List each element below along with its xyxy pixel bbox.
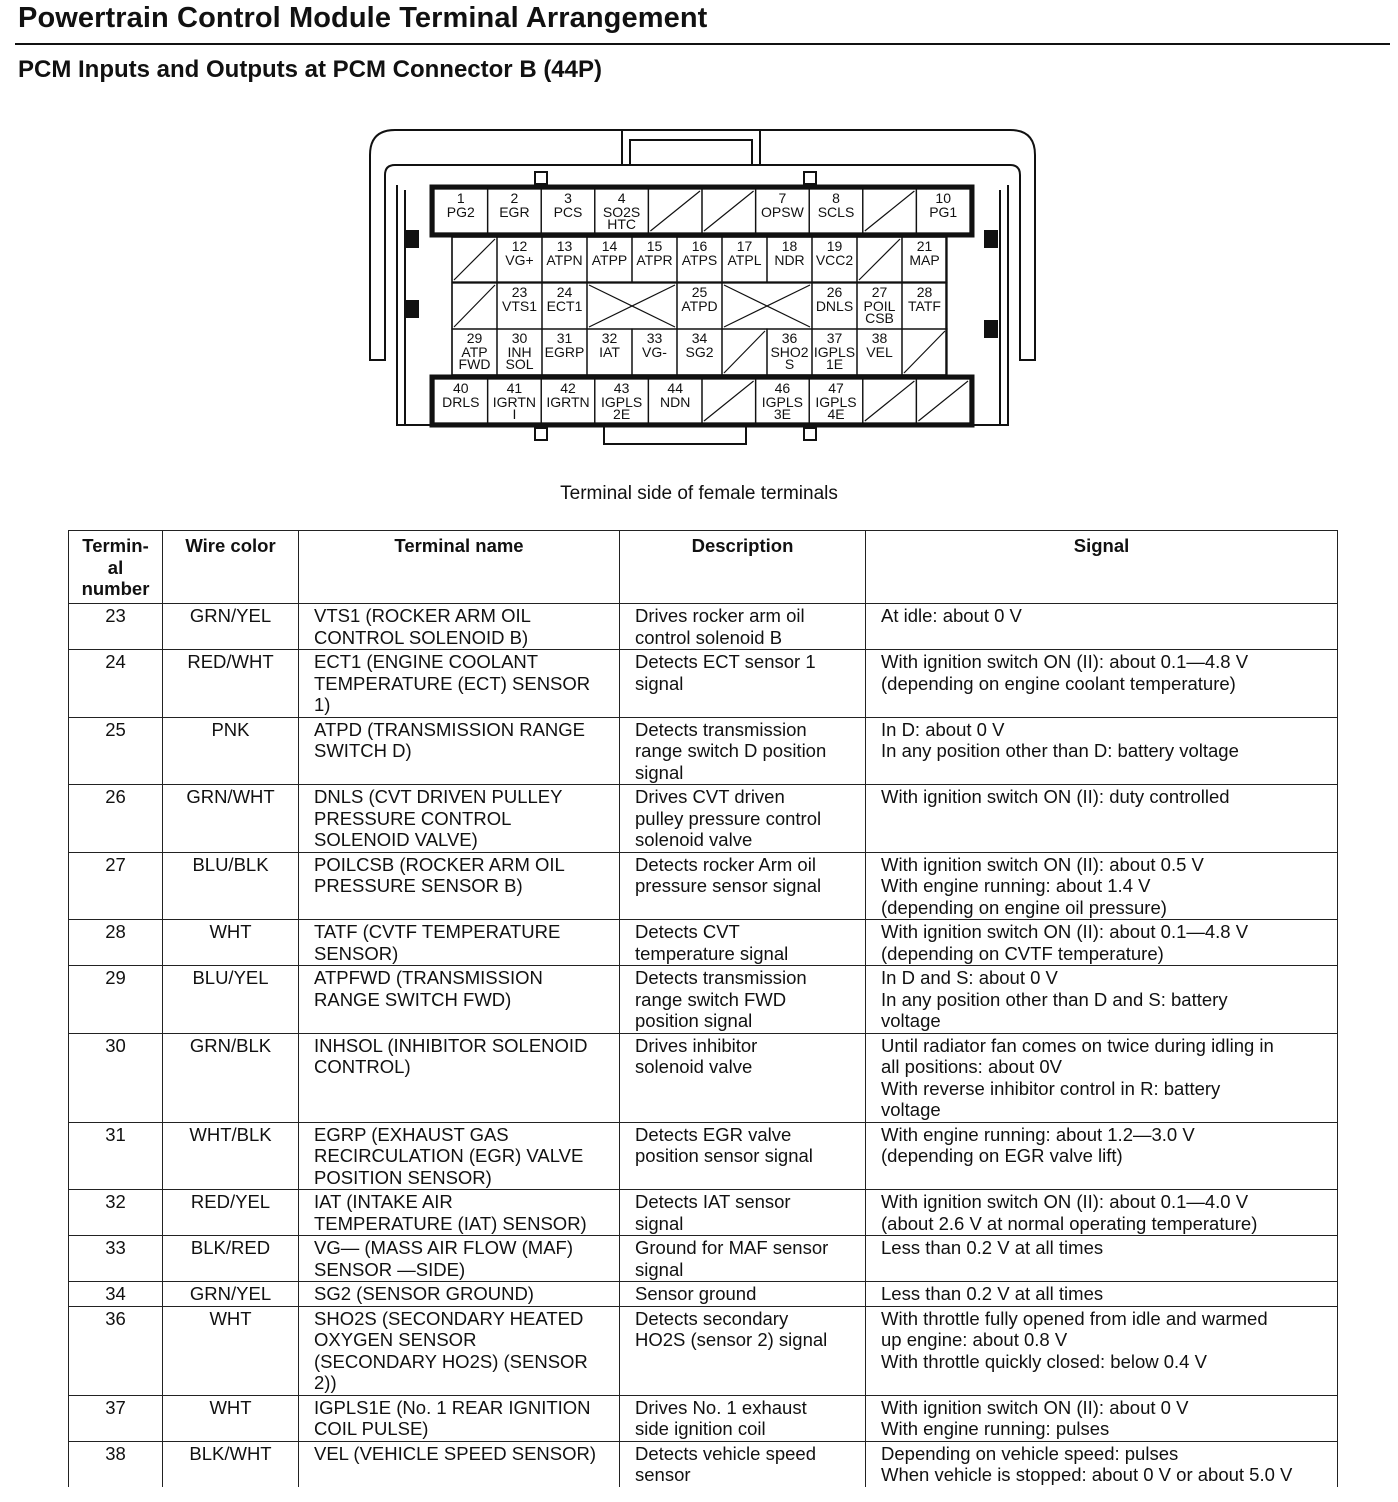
- connector-cell: [497, 283, 542, 329]
- connector-cell: [809, 189, 863, 233]
- terminal-signal-label: IGRTN: [492, 394, 537, 410]
- terminal-number-label: 25: [691, 284, 708, 300]
- signal-cell: With ignition switch ON (II): about 0.5 V With engine running: about 1.4 V (depending on engine oil pressure): [866, 852, 1338, 920]
- empty-cavity-slash: [704, 381, 754, 421]
- signal-cell: With throttle fully opened from idle and warmed up engine: about 0.8 V With throttle quickly closed: below 0.4 V: [866, 1306, 1338, 1395]
- connector-cell: [648, 379, 702, 423]
- terminal-signal-label: SG2: [685, 344, 714, 360]
- header-signal: Signal: [866, 531, 1338, 604]
- empty-cavity-slash: [454, 285, 495, 327]
- terminal-name-cell: VTS1 (ROCKER ARM OIL CONTROL SOLENOID B): [299, 604, 620, 650]
- terminal-number-label: 46: [774, 380, 791, 396]
- terminal-signal-label: CSB: [865, 310, 894, 326]
- terminal-number-label: 24: [556, 284, 573, 300]
- description-cell: Drives inhibitor solenoid valve: [620, 1033, 866, 1122]
- wire-color-cell: WHT: [163, 920, 299, 966]
- connector-cell: [542, 329, 587, 375]
- header-description: Description: [620, 531, 866, 604]
- terminal-signal-label: IGPLS: [761, 394, 804, 410]
- connector-cell: [857, 329, 902, 375]
- wire-color-cell: BLU/BLK: [163, 852, 299, 920]
- terminal-number-label: 8: [832, 190, 840, 206]
- signal-cell: Less than 0.2 V at all times: [866, 1282, 1338, 1307]
- terminal-signal-label: VG-: [642, 344, 667, 360]
- connector-cell: [677, 283, 722, 329]
- connector-cell: [434, 189, 488, 233]
- description-cell: Detects IAT sensor signal: [620, 1190, 866, 1236]
- terminal-number-cell: 23: [69, 604, 163, 650]
- connector-diagram: [0, 0, 1398, 470]
- terminal-signal-label: ATPR: [636, 252, 673, 268]
- terminal-number-cell: 36: [69, 1306, 163, 1395]
- terminal-signal-label: SO2S: [602, 204, 641, 220]
- connector-cell: [863, 379, 917, 423]
- terminal-signal-label: ECT1: [546, 298, 583, 314]
- description-cell: Detects transmission range switch FWD position signal: [620, 966, 866, 1034]
- connector-cell: [452, 329, 497, 375]
- terminal-number-label: 38: [871, 330, 888, 346]
- terminal-number-cell: 25: [69, 717, 163, 785]
- terminal-number-cell: 30: [69, 1033, 163, 1122]
- terminal-signal-label: I: [512, 406, 517, 422]
- table-row: [69, 1282, 1338, 1307]
- terminal-name-cell: IGPLS1E (No. 1 REAR IGNITION COIL PULSE): [299, 1395, 620, 1441]
- connector-cell: [812, 329, 857, 375]
- table-row: [69, 650, 1338, 718]
- wire-color-cell: GRN/WHT: [163, 785, 299, 853]
- empty-cavity-slash: [704, 191, 754, 231]
- terminal-number-label: 21: [916, 238, 933, 254]
- empty-cavity-slash: [454, 239, 495, 280]
- terminal-signal-label: VEL: [866, 344, 893, 360]
- signal-cell: Until radiator fan comes on twice during idling in all positions: about 0V With reverse inhibitor control in R: battery voltage: [866, 1033, 1338, 1122]
- signal-cell: With engine running: about 1.2—3.0 V (depending on EGR valve lift): [866, 1122, 1338, 1190]
- connector-cell: [632, 329, 677, 375]
- page-title: Powertrain Control Module Terminal Arrangement: [18, 2, 708, 34]
- terminal-number-label: 15: [646, 238, 663, 254]
- terminal-number-label: 30: [511, 330, 528, 346]
- terminal-signal-label: PG1: [929, 204, 958, 220]
- connector-cell: [452, 283, 497, 329]
- terminal-number-label: 19: [826, 238, 843, 254]
- connector-cell: [497, 237, 542, 282]
- signal-cell: With ignition switch ON (II): about 0 V With engine running: pulses: [866, 1395, 1338, 1441]
- terminal-number-label: 10: [935, 190, 951, 206]
- signal-cell: In D and S: about 0 V In any position other than D and S: battery voltage: [866, 966, 1338, 1034]
- terminal-number-cell: 38: [69, 1441, 163, 1487]
- connector-cell: [812, 237, 857, 282]
- terminal-number-label: 40: [453, 380, 469, 396]
- terminal-signal-label: IGPLS: [813, 344, 856, 360]
- terminal-signal-label: SOL: [505, 356, 534, 372]
- terminal-signal-label: 3E: [773, 406, 791, 422]
- connector-cell: [632, 237, 677, 282]
- table-row: [69, 920, 1338, 966]
- connector-cell: [587, 329, 632, 375]
- terminal-number-label: 37: [826, 330, 843, 346]
- table-row: [69, 1306, 1338, 1395]
- plugged-cavity: [722, 283, 812, 329]
- connector-cell: [541, 379, 595, 423]
- signal-cell: With ignition switch ON (II): about 0.1—4.8 V (depending on CVTF temperature): [866, 920, 1338, 966]
- terminal-number-label: 17: [736, 238, 753, 254]
- terminal-name-cell: INHSOL (INHIBITOR SOLENOID CONTROL): [299, 1033, 620, 1122]
- wire-color-cell: WHT/BLK: [163, 1122, 299, 1190]
- terminal-signal-label: POIL: [863, 298, 896, 314]
- terminal-signal-label: NDN: [660, 394, 691, 410]
- terminal-number-label: 26: [826, 284, 843, 300]
- terminal-number-cell: 26: [69, 785, 163, 853]
- wire-color-cell: RED/WHT: [163, 650, 299, 718]
- connector-cell: [542, 283, 587, 329]
- terminal-signal-label: VCC2: [815, 252, 854, 268]
- empty-cavity-slash: [918, 381, 968, 421]
- terminal-signal-label: 1E: [825, 356, 844, 372]
- connector-cell: [857, 283, 902, 329]
- table-row: [69, 604, 1338, 650]
- signal-cell: With ignition switch ON (II): about 0.1—4.0 V (about 2.6 V at normal operating temperature): [866, 1190, 1338, 1236]
- connector-cell: [902, 283, 947, 329]
- wire-color-cell: PNK: [163, 717, 299, 785]
- terminal-number-label: 44: [667, 380, 683, 396]
- description-cell: Detects CVT temperature signal: [620, 920, 866, 966]
- wire-color-cell: GRN/YEL: [163, 604, 299, 650]
- description-cell: Sensor ground: [620, 1282, 866, 1307]
- terminal-signal-label: ATPN: [546, 252, 583, 268]
- connector-cell: [677, 329, 722, 375]
- terminal-number-label: 42: [560, 380, 576, 396]
- signal-cell: With ignition switch ON (II): duty controlled: [866, 785, 1338, 853]
- terminal-name-cell: ATPFWD (TRANSMISSION RANGE SWITCH FWD): [299, 966, 620, 1034]
- connector-cell: [497, 329, 542, 375]
- terminal-signal-label: NDR: [774, 252, 805, 268]
- page-subtitle: PCM Inputs and Outputs at PCM Connector B (44P): [18, 56, 603, 83]
- terminal-signal-label: MAP: [909, 252, 940, 268]
- terminal-signal-label: SCLS: [817, 204, 855, 220]
- header-terminal-name: Terminal name: [299, 531, 620, 604]
- description-cell: Detects transmission range switch D position signal: [620, 717, 866, 785]
- connector-cell: [488, 189, 542, 233]
- terminal-number-label: 23: [511, 284, 528, 300]
- connector-cell: [702, 379, 756, 423]
- connector-cell: [542, 237, 587, 282]
- terminal-name-cell: EGRP (EXHAUST GAS RECIRCULATION (EGR) VALVE POSITION SENSOR): [299, 1122, 620, 1190]
- table-row: [69, 852, 1338, 920]
- terminal-number-label: 41: [506, 380, 523, 396]
- terminal-signal-label: EGRP: [544, 344, 585, 360]
- empty-cavity-slash: [904, 331, 945, 373]
- connector-cell: [702, 189, 756, 233]
- terminal-signal-label: VG+: [505, 252, 534, 268]
- terminal-signal-label: TATF: [908, 298, 941, 314]
- terminal-number-cell: 33: [69, 1236, 163, 1282]
- connector-cell: [434, 379, 488, 423]
- terminal-signal-label: ATPP: [591, 252, 628, 268]
- terminal-name-cell: ECT1 (ENGINE COOLANT TEMPERATURE (ECT) SENSOR 1): [299, 650, 620, 718]
- signal-cell: Less than 0.2 V at all times: [866, 1236, 1338, 1282]
- table-row: [69, 1190, 1338, 1236]
- terminal-number-label: 4: [617, 190, 626, 206]
- terminal-number-label: 13: [556, 238, 573, 254]
- wire-color-cell: RED/YEL: [163, 1190, 299, 1236]
- terminal-signal-label: IGPLS: [815, 394, 857, 410]
- connector-cell: [767, 237, 812, 282]
- description-cell: Detects rocker Arm oil pressure sensor signal: [620, 852, 866, 920]
- wire-color-cell: BLK/RED: [163, 1236, 299, 1282]
- connector-cell: [756, 379, 810, 423]
- connector-cell: [722, 237, 767, 282]
- wire-color-cell: WHT: [163, 1306, 299, 1395]
- connector-cell: [677, 237, 722, 282]
- description-cell: Drives CVT driven pulley pressure control solenoid valve: [620, 785, 866, 853]
- terminal-number-label: 14: [601, 238, 618, 254]
- connector-cell: [722, 329, 767, 375]
- empty-cavity-slash: [865, 191, 915, 231]
- description-cell: Drives No. 1 exhaust side ignition coil: [620, 1395, 866, 1441]
- terminal-number-label: 18: [781, 238, 798, 254]
- description-cell: Detects vehicle speed sensor: [620, 1441, 866, 1487]
- description-cell: Detects ECT sensor 1 signal: [620, 650, 866, 718]
- terminal-number-cell: 28: [69, 920, 163, 966]
- terminal-number-label: 28: [916, 284, 933, 300]
- terminal-signal-label: HTC: [607, 216, 636, 232]
- terminal-signal-label: ATPL: [727, 252, 762, 268]
- terminal-name-cell: VG— (MASS AIR FLOW (MAF) SENSOR —SIDE): [299, 1236, 620, 1282]
- terminal-signal-label: 2E: [613, 406, 631, 422]
- connector-cell: [863, 189, 917, 233]
- plugged-cavity: [587, 283, 677, 329]
- connector-cell: [488, 379, 542, 423]
- terminal-number-cell: 34: [69, 1282, 163, 1307]
- terminal-number-label: 34: [691, 330, 708, 346]
- terminal-number-label: 31: [556, 330, 573, 346]
- terminal-signal-label: ATPS: [681, 252, 718, 268]
- terminal-signal-label: ATP: [461, 344, 488, 360]
- terminal-name-cell: DNLS (CVT DRIVEN PULLEY PRESSURE CONTROL SOLENOID VALVE): [299, 785, 620, 853]
- terminal-number-label: 33: [646, 330, 663, 346]
- header-wire-color: Wire color: [163, 531, 299, 604]
- connector-cell: [812, 283, 857, 329]
- table-row: [69, 1236, 1338, 1282]
- table-row: [69, 717, 1338, 785]
- terminal-number-label: 47: [828, 380, 844, 396]
- connector-cell: [648, 189, 702, 233]
- connector-cell: [902, 329, 947, 375]
- terminal-number-label: 7: [778, 190, 787, 206]
- description-cell: Detects secondary HO2S (sensor 2) signal: [620, 1306, 866, 1395]
- wire-color-cell: GRN/BLK: [163, 1033, 299, 1122]
- terminal-signal-label: EGR: [499, 204, 530, 220]
- description-cell: Drives rocker arm oil control solenoid B: [620, 604, 866, 650]
- terminal-name-cell: VEL (VEHICLE SPEED SENSOR): [299, 1441, 620, 1487]
- terminal-number-label: 2: [510, 190, 519, 206]
- terminal-number-label: 29: [466, 330, 483, 346]
- terminal-number-cell: 29: [69, 966, 163, 1034]
- terminal-signal-label: FWD: [458, 356, 491, 372]
- signal-cell: Depending on vehicle speed: pulses When vehicle is stopped: about 0 V or about 5.0 V: [866, 1441, 1338, 1487]
- terminal-signal-label: IAT: [599, 344, 620, 360]
- terminal-name-cell: ATPD (TRANSMISSION RANGE SWITCH D): [299, 717, 620, 785]
- connector-cell: [916, 189, 970, 233]
- table-row: [69, 966, 1338, 1034]
- terminal-signal-label: 4E: [827, 406, 845, 422]
- terminal-name-cell: IAT (INTAKE AIR TEMPERATURE (IAT) SENSOR): [299, 1190, 620, 1236]
- terminal-number-cell: 37: [69, 1395, 163, 1441]
- connector-cell: [587, 237, 632, 282]
- terminal-number-label: 16: [691, 238, 708, 254]
- diagram-caption: Terminal side of female terminals: [560, 483, 838, 504]
- terminal-signal-label: SHO2: [770, 344, 809, 360]
- header-terminal-number: Termin- al number: [69, 531, 163, 604]
- description-cell: Ground for MAF sensor signal: [620, 1236, 866, 1282]
- terminal-name-cell: POILCSB (ROCKER ARM OIL PRESSURE SENSOR B): [299, 852, 620, 920]
- connector-cell: [916, 379, 970, 423]
- terminal-name-cell: SHO2S (SECONDARY HEATED OXYGEN SENSOR (SECONDARY HO2S) (SENSOR 2)): [299, 1306, 620, 1395]
- empty-cavity-slash: [724, 331, 765, 373]
- empty-cavity-slash: [859, 239, 900, 280]
- table-row: [69, 1122, 1338, 1190]
- wire-color-cell: WHT: [163, 1395, 299, 1441]
- wire-color-cell: BLK/WHT: [163, 1441, 299, 1487]
- table-header-row: [69, 531, 1338, 604]
- terminal-signal-label: ATPD: [681, 298, 718, 314]
- terminal-signal-label: DNLS: [815, 298, 854, 314]
- terminal-number-label: 12: [511, 238, 528, 254]
- terminal-number-label: 43: [613, 380, 630, 396]
- connector-cell: [902, 237, 947, 282]
- terminal-signal-label: IGRTN: [546, 394, 590, 410]
- connector-cell: [452, 237, 497, 282]
- table-row: [69, 1441, 1338, 1487]
- connector-cell: [541, 189, 595, 233]
- terminal-name-cell: TATF (CVTF TEMPERATURE SENSOR): [299, 920, 620, 966]
- wire-color-cell: GRN/YEL: [163, 1282, 299, 1307]
- wire-color-cell: BLU/YEL: [163, 966, 299, 1034]
- signal-cell: At idle: about 0 V: [866, 604, 1338, 650]
- terminal-signal-label: VTS1: [501, 298, 538, 314]
- terminal-number-cell: 27: [69, 852, 163, 920]
- terminal-number-label: 27: [871, 284, 888, 300]
- table-row: [69, 1033, 1338, 1122]
- terminal-signal-label: PCS: [553, 204, 583, 220]
- terminal-signal-label: S: [784, 356, 795, 372]
- connector-cell: [767, 329, 812, 375]
- connector-cell: [857, 237, 902, 282]
- empty-cavity-slash: [650, 191, 700, 231]
- connector-cell: [756, 189, 810, 233]
- terminal-number-cell: 24: [69, 650, 163, 718]
- terminal-number-label: 36: [781, 330, 798, 346]
- terminal-number-cell: 32: [69, 1190, 163, 1236]
- terminal-name-cell: SG2 (SENSOR GROUND): [299, 1282, 620, 1307]
- terminal-table: [68, 530, 1338, 1487]
- terminal-number-label: 1: [456, 190, 465, 206]
- signal-cell: In D: about 0 V In any position other than D: battery voltage: [866, 717, 1338, 785]
- connector-cell: [809, 379, 863, 423]
- table-row: [69, 785, 1338, 853]
- connector-cell: [595, 189, 649, 233]
- terminal-number-cell: 31: [69, 1122, 163, 1190]
- terminal-signal-label: INH: [507, 344, 532, 360]
- terminal-signal-label: IGPLS: [600, 394, 643, 410]
- description-cell: Detects EGR valve position sensor signal: [620, 1122, 866, 1190]
- terminal-signal-label: PG2: [446, 204, 475, 220]
- empty-cavity-slash: [865, 381, 915, 421]
- terminal-signal-label: DRLS: [442, 394, 480, 410]
- terminal-number-label: 3: [564, 190, 572, 206]
- terminal-signal-label: OPSW: [761, 204, 804, 220]
- signal-cell: With ignition switch ON (II): about 0.1—4.8 V (depending on engine coolant temperature): [866, 650, 1338, 718]
- terminal-number-label: 32: [601, 330, 618, 346]
- table-row: [69, 1395, 1338, 1441]
- connector-cell: [595, 379, 649, 423]
